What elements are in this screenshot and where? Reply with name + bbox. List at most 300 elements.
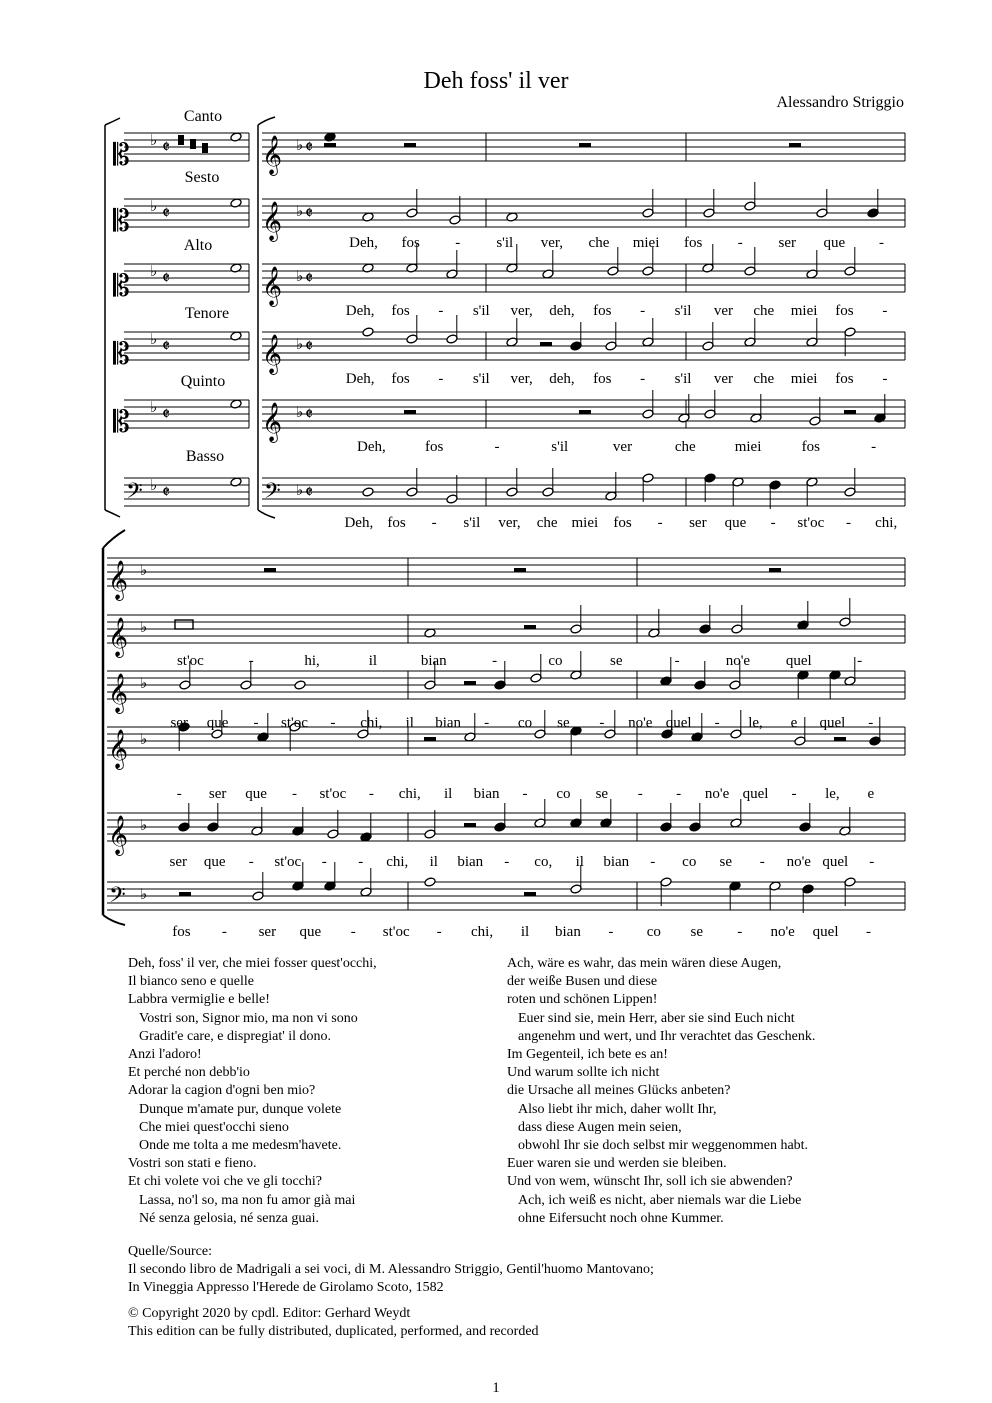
lyric-syllable: Deh, [357,439,386,455]
rest [464,823,476,827]
rest [789,143,801,147]
time-signature: 𝄵 [305,404,314,424]
note [844,487,856,497]
note [844,877,856,887]
whole-note [294,680,306,690]
lyric-syllable: co [517,715,533,731]
whole-note [362,327,374,337]
note [179,680,191,690]
lyric-syllable: que [299,924,322,940]
voice-name: Basso [185,448,225,465]
lyric-syllable: s'il [472,371,490,387]
note [660,822,672,832]
key-flat: ♭ [140,620,148,636]
lyric-syllable: - [674,653,680,669]
lyric-syllable: se [557,715,570,731]
lyric-syllable: - [599,715,605,731]
note [542,487,554,497]
poem-line: Labbra vermiglie e belle! [128,992,270,1008]
note [642,208,654,218]
lyric-syllable: ver [713,303,733,319]
poem-line: Adorar la cagion d'ogni ben mio? [128,1083,316,1099]
system-bracket [103,530,125,548]
lyric-syllable: que [206,715,229,731]
incipit-ligature [202,143,208,153]
poem-line: die Ursache all meines Glücks anbeten? [507,1083,731,1099]
lyric-syllable: quel [785,653,812,669]
lyric-syllable: ver, [510,371,533,387]
note [494,680,506,690]
note [446,494,458,504]
source-line: In Vineggia Appresso l'Herede de Girolamo Scoto, 1582 [128,1280,444,1296]
lyric-syllable: che [674,439,696,455]
lyric-syllable: co [646,924,661,940]
poem-line: Euer sind sie, mein Herr, aber sie sind Euch nicht [518,1010,795,1026]
lyric-syllable: - [522,786,528,802]
lyric-syllable: - [770,515,776,531]
key-flat: ♭ [150,332,158,348]
source-info [128,1243,654,1298]
lyric-syllable: ver, [510,303,533,319]
lyric-syllable: co [548,653,563,669]
lyric-syllable: - [431,515,437,531]
lyric-syllable: - [504,854,510,870]
key-flat: ♭ [140,676,148,692]
poem-line: Im Gegenteil, ich bete es an! [507,1047,668,1063]
lyric-syllable: que [724,515,747,531]
lyric-syllable: ser [689,515,707,531]
note [605,341,617,351]
lyric-syllable: miei [734,439,762,455]
poem-line: Dunque m'amate pur, dunque volete [139,1101,342,1117]
note [446,334,458,344]
lyric-syllable: fos [835,303,854,319]
note [607,266,619,276]
lyric-syllable: s'il [472,303,490,319]
lyric-syllable: - [492,653,498,669]
treble-clef: 𝄞 [262,268,283,305]
key-flat: ♭ [296,269,304,285]
lyric-syllable: se [595,786,609,802]
note [809,416,821,426]
lyric-syllable: fos [391,303,410,319]
lyric-syllable: - [846,515,851,531]
note [178,822,190,832]
voice-name: Sesto [184,169,220,186]
lyric-syllable: quel [812,924,839,940]
lyric-syllable: il [368,653,378,669]
lyric-syllable: fos [801,439,821,455]
lyric-syllable: - [438,371,444,387]
lyric-syllable: - [882,371,888,387]
lyric-syllable: fos [613,515,632,531]
key-flat: ♭ [296,405,304,421]
lyric-syllable: - [737,924,743,940]
rest [324,143,336,147]
time-signature: 𝄵 [162,137,171,157]
lyric-syllable: - [455,235,461,251]
note [867,208,879,218]
poem-german [507,955,815,1228]
lyric-syllable: fos [391,371,410,387]
license-line: This edition can be fully distributed, duplicated, performed, and recorded [128,1324,539,1340]
lyric-syllable: ser [169,854,187,870]
time-signature: 𝄵 [305,137,314,157]
poem-line: obwohl Ihr sie doch selbst mir weggenommen habt. [518,1138,809,1154]
lyric-syllable: que [823,235,846,251]
rest [579,410,591,414]
key-flat: ♭ [296,483,304,499]
copyright-line: © Copyright 2020 by cpdl. Editor: Gerhard Weydt [128,1306,411,1321]
key-flat: ♭ [150,478,158,494]
note [494,822,506,832]
note [689,822,701,832]
time-signature: 𝄵 [305,336,314,356]
lyric-syllable: s'il [674,303,692,319]
key-flat: ♭ [140,563,148,579]
treble-clef: 𝄞 [262,137,283,174]
lyric-syllable: - [358,854,364,870]
lyric-syllable: - [737,235,743,251]
time-signature: 𝄵 [162,203,171,223]
note [642,266,654,276]
poem-line: Euer waren sie und werden sie bleiben. [507,1156,727,1172]
note [702,341,714,351]
rest [769,568,781,572]
lyric-syllable: - [759,854,765,870]
rest [844,410,856,414]
time-signature: 𝄵 [162,268,171,288]
rest [834,737,846,741]
lyric-syllable: ver [713,371,733,387]
lyric-syllable: ser [170,715,188,731]
lyric-syllable: ver, [540,235,564,251]
incipit-ligature [178,135,184,145]
system-bracket [258,510,275,518]
rest [264,568,276,572]
treble-clef: 𝄞 [108,675,129,712]
lyric-syllable: st'oc [382,924,410,940]
lyric-syllable: no'e [770,924,795,940]
lyric-syllable: le, [825,786,840,802]
lyric-syllable: no'e [628,715,653,731]
lyric-syllable: deh, [549,371,575,387]
note [703,208,715,218]
lyric-syllable: miei [790,303,818,319]
lyric-syllable: chi, [398,786,421,802]
note [604,729,616,739]
key-flat: ♭ [296,337,304,353]
note [570,341,582,351]
lyric-syllable: - [869,854,875,870]
rest [404,410,416,414]
lyric-syllable: - [436,924,442,940]
lyric-syllable: se [690,924,704,940]
lyric-syllable: - [857,653,863,669]
poem-line: Und von wem, wünscht Ihr, soll ich sie abwenden? [507,1174,793,1190]
lyric-syllable: chi, [875,515,898,531]
lyric-syllable: fos [593,303,612,319]
system-bracket [105,510,120,517]
composer-name: Alessandro Striggio [776,94,904,111]
score-title: Deh foss' il ver [423,68,569,94]
lyric-syllable: bian [420,653,447,669]
lyric-syllable: s'il [463,515,481,531]
lyric-syllable: - [650,854,656,870]
note [534,729,546,739]
note [406,334,418,344]
lyric-syllable: quel [742,786,769,802]
key-flat: ♭ [150,264,158,280]
lyric-syllable: que [245,786,267,802]
poem-line: Et perché non debb'io [128,1065,250,1081]
treble-clef: 𝄞 [262,203,283,240]
lyric-syllable: - [866,924,872,940]
note [252,891,264,901]
bass-clef: 𝄢 [126,479,143,508]
lyric-syllable: st'oc [274,854,302,870]
lyric-syllable: - [791,786,797,802]
note [699,624,711,634]
poem-line: der weiße Busen und diese [507,974,658,990]
poem-line: Also liebt ihr mich, daher wollt Ihr, [518,1101,717,1117]
poem-line: ohne Eifersucht noch ohne Kummer. [518,1210,724,1226]
system-bracket [103,915,125,925]
lyric-syllable: il [443,786,453,802]
rest [179,892,191,896]
note [327,829,339,839]
lyric-syllable: no'e [725,653,751,669]
lyric-syllable: - [221,924,227,940]
note [694,680,706,690]
lyric-syllable: deh, [549,303,575,319]
whole-note [424,877,436,887]
voice-name: Alto [183,237,213,254]
lyric-syllable: che [536,515,558,531]
treble-clef: 𝄞 [108,619,129,656]
key-flat: ♭ [150,133,158,149]
lyric-syllable: chi, [471,924,494,940]
poem-line: Et chi volete voi che ve gli tocchi? [128,1174,322,1190]
time-signature: 𝄵 [305,203,314,223]
c-clef: 𝄡 [113,205,130,238]
lyric-syllable: quel [822,854,849,870]
lyric-syllable: - [253,715,259,731]
lyric-syllable: - [868,715,874,731]
lyric-syllable: - [176,786,182,802]
poem-italian [128,955,377,1228]
note [799,822,811,832]
lyric-syllable: st'oc [281,715,308,731]
note [729,680,741,690]
poem-line: Anzi l'adoro! [128,1047,202,1063]
lyric-syllable: st'oc [176,653,204,669]
source-heading: Quelle/Source: [128,1244,212,1259]
c-clef: 𝄡 [113,406,130,439]
lyric-syllable: bian [555,924,581,940]
treble-clef: 𝄞 [108,731,129,768]
lyric-syllable: bian [603,854,630,870]
lyric-syllable: s'il [496,235,514,251]
lyric-syllable: no'e [704,786,730,802]
lyric-syllable: - [676,786,682,802]
lyric-syllable: chi, [360,715,383,731]
lyric-syllable: que [203,854,226,870]
lyric-syllable: co [682,854,697,870]
note [506,487,518,497]
note [642,409,654,419]
lyric-syllable: il [520,924,530,940]
lyric-syllable: miei [571,515,599,531]
voice-name: Quinto [180,373,226,390]
note [424,829,436,839]
lyric-syllable: - [714,715,720,731]
lyric-syllable: ser [258,924,277,940]
note [730,729,742,739]
key-flat: ♭ [150,400,158,416]
lyric-syllable: - [878,235,884,251]
lyric-syllable: - [640,303,646,319]
lyric-syllable: che [753,371,775,387]
lyric-syllable: - [871,439,877,455]
poem-line: Né senza gelosia, né senza guai. [139,1210,319,1226]
rest [524,892,536,896]
time-signature: 𝄵 [162,336,171,356]
rest [514,568,526,572]
treble-clef: 𝄞 [262,336,283,373]
lyric-syllable: miei [790,371,818,387]
lyric-syllable: bian [435,715,462,731]
rest [404,143,416,147]
treble-clef: 𝄞 [108,562,129,599]
note [731,624,743,634]
lyric-syllable: fos [387,515,406,531]
note [769,480,781,490]
breve-note [175,620,193,629]
note [869,736,881,746]
lyric-syllable: - [494,439,500,455]
lyric-syllable: quel [819,715,846,731]
voice-name: Canto [183,108,223,125]
poem-line: Deh, foss' il ver, che miei fosser quest'occhi, [128,956,377,971]
key-flat: ♭ [296,138,304,154]
bass-clef: 𝄢 [109,883,126,912]
system-bracket [105,118,120,125]
lyric-syllable: che [753,303,775,319]
note [704,409,716,419]
lyric-syllable: ser [208,786,227,802]
lyric-syllable: quel [665,715,692,731]
lyric-syllable: fos [172,924,191,940]
lyric-syllable: e [790,715,798,731]
note [449,215,461,225]
poem-line: roten und schönen Lippen! [507,992,658,1008]
lyric-syllable: Deh, [344,515,374,531]
lyric-syllable: - [350,924,356,940]
lyric-syllable: il [429,854,438,870]
lyric-syllable: il [405,715,414,731]
lyric-syllable: - [291,786,297,802]
poem-line: Und warum sollte ich nicht [507,1065,660,1081]
poem-line: Che miei quest'occhi sieno [139,1119,289,1135]
c-clef: 𝄡 [113,338,130,371]
lyric-syllable: fos [835,371,854,387]
time-signature: 𝄵 [305,268,314,288]
poem-line: Ach, ich weiß es nicht, aber niemals war die Liebe [518,1192,802,1208]
key-flat: ♭ [140,732,148,748]
lyric-syllable: - [640,371,646,387]
lyric-syllable: miei [632,235,660,251]
note [406,208,418,218]
poem-line: dass diese Augen mein seien, [518,1119,682,1135]
lyric-syllable: Deh, [349,235,378,251]
lyric-syllable: Deh, [345,303,375,319]
rest [424,737,436,741]
note [530,673,542,683]
time-signature: 𝄵 [305,482,314,502]
lyric-syllable: il [575,854,584,870]
lyric-syllable: chi, [386,854,409,870]
note [802,884,814,894]
treble-clef: 𝄞 [262,404,283,441]
key-flat: ♭ [140,818,148,834]
note [744,266,756,276]
note [570,624,582,634]
incipit-ligature [190,139,196,149]
note [844,266,856,276]
lyric-syllable: st'oc [797,515,825,531]
lyric-syllable: co [556,786,571,802]
lyric-syllable: - [438,303,444,319]
note [240,680,252,690]
c-clef: 𝄡 [113,270,130,303]
lyric-syllable: - [368,786,374,802]
note [642,473,654,483]
lyric-syllable: no'e [786,854,811,870]
lyric-syllable: co, [534,854,553,870]
lyric-syllable: st'oc [319,786,347,802]
lyric-syllable: s'il [674,371,692,387]
time-signature: 𝄵 [162,404,171,424]
poem-line: Onde me tolta a me medesm'havete. [139,1138,342,1154]
lyric-syllable: ser [778,235,797,251]
copyright-info [128,1305,539,1341]
note [207,822,219,832]
whole-note [362,487,374,497]
system-bracket [258,117,275,125]
lyric-syllable: - [657,515,663,531]
lyric-syllable: le, [748,715,763,731]
lyric-syllable: bian [473,786,500,802]
note [704,473,716,483]
key-flat: ♭ [150,199,158,215]
note [570,884,582,894]
note [816,208,828,218]
time-signature: 𝄵 [162,482,171,502]
lyric-syllable: - [321,854,327,870]
lyric-syllable: che [588,235,610,251]
lyric-syllable: fos [401,235,420,251]
rest [524,625,536,629]
lyric-syllable: fos [683,235,703,251]
key-flat: ♭ [140,887,148,903]
lyric-syllable: ver, [498,515,521,531]
poem-line: Gradit'e care, e dispregiat' il dono. [139,1028,332,1044]
lyric-syllable: - [637,786,643,802]
lyric-syllable: Deh, [345,371,375,387]
note [744,201,756,211]
note [406,487,418,497]
